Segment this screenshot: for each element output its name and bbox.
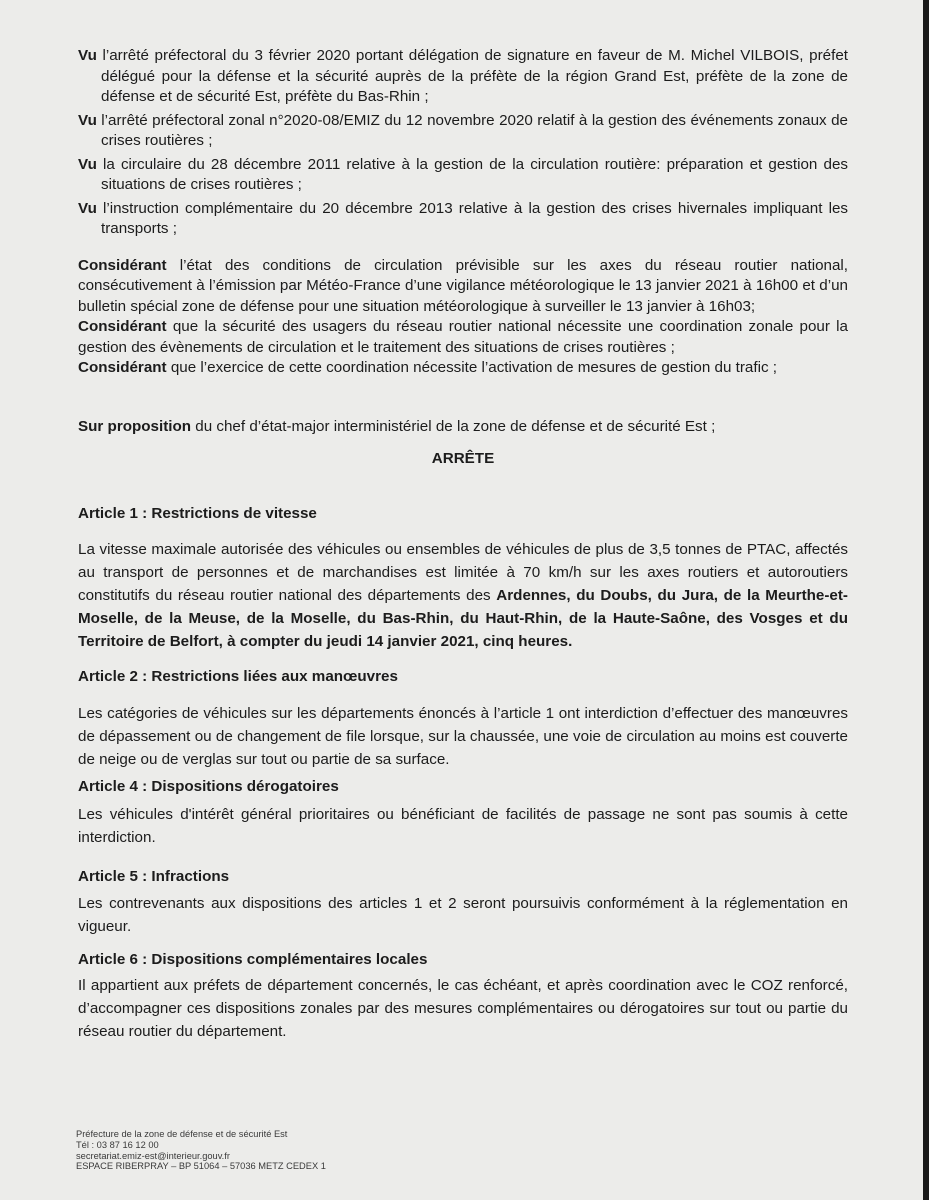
considerant-text: l’état des conditions de circulation prévisible sur les axes du réseau routier national, consécutivement à l’émission par Météo-France d’une vigilance météorologique le 13 janvier 2021 à 16h00 et d’un bulletin spécial zone de défense pour une situation météorologique à surveiller le 13 janvier à 16h03;	[78, 256, 848, 315]
vu-lead: Vu	[78, 199, 97, 217]
considerant-lead: Considérant	[78, 318, 167, 335]
vu-text: l’arrêté préfectoral du 3 février 2020 portant délégation de signature en faveur de M. Michel VILBOIS, préfet délégué pour la défense et la sécurité auprès de la préfète de la région Grand Est, préfète de la zone de défense et de sécurité Est, préfète du Bas-Rhin ;	[96, 47, 848, 105]
vu-paragraph	[78, 111, 848, 152]
considerant-lead: Considérant	[78, 256, 167, 274]
footer-email: secretariat.emiz-est@interieur.gouv.fr	[76, 1150, 230, 1161]
vu-text: la circulaire du 28 décembre 2011 relative à la gestion de la circulation routière: préparation et gestion des situations de crises routières ;	[96, 155, 848, 193]
considerant-paragraph	[78, 256, 848, 318]
considerant-paragraph	[78, 358, 848, 379]
arrete-heading: ARRÊTE	[431, 450, 495, 467]
article-1-title: Article 1 : Restrictions de vitesse	[78, 504, 317, 522]
vu-paragraph	[78, 46, 848, 108]
article-5-body: Les contrevenants aux dispositions des articles 1 et 2 seront poursuivis conformément à la réglementation en vigueur.	[78, 894, 848, 935]
proposition-lead: Sur proposition	[78, 417, 192, 435]
proposition-paragraph	[78, 417, 848, 438]
page-footer	[76, 1129, 326, 1172]
vu-paragraph	[78, 155, 848, 196]
considerant-text: que l’exercice de cette coordination nécessite l’activation de mesures de gestion du trafic ;	[166, 359, 777, 376]
vu-lead: Vu	[78, 155, 97, 173]
footer-address: ESPACE RIBERPRAY – BP 51064 – 57036 METZ CEDEX 1	[76, 1161, 326, 1172]
article-4-body: Les véhicules d'intérêt général prioritaires ou bénéficiant de facilités de passage ne sont pas soumis à cette interdiction.	[78, 806, 848, 846]
considerant-text: que la sécurité des usagers du réseau routier national nécessite une coordination zonale pour la gestion des évènements de circulation et le traitement des situations de crises routières ;	[78, 318, 848, 356]
footer-org: Préfecture de la zone de défense et de sécurité Est	[76, 1129, 288, 1139]
considerant-lead: Considérant	[78, 359, 167, 376]
document-body	[78, 46, 848, 1043]
article-6-body: Il appartient aux préfets de département concernés, le cas échéant, et après coordination avec le COZ renforcé, d’accompagner ces dispositions zonales par des mesures complémentaires ou dérogatoires sur tout ou partie du réseau routier du département.	[78, 977, 848, 1040]
vu-text: l’instruction complémentaire du 20 décembre 2013 relative à la gestion des crises hivernales impliquant les transports ;	[96, 199, 848, 237]
article-2-title: Article 2 : Restrictions liées aux manœuvres	[78, 668, 398, 685]
article-1-text: La vitesse maximale autorisée des véhicules ou ensembles de véhicules de plus de 3,5 tonnes de PTAC, affectés au transport de personnes et de marchandises est limitée à 70 km/h sur les axes routiers et autoroutiers constitutifs du réseau routier national des départements des	[78, 541, 848, 604]
article-4-title: Article 4 : Dispositions dérogatoires	[78, 777, 339, 795]
article-5-title: Article 5 : Infractions	[78, 868, 230, 885]
considerant-paragraph	[78, 317, 848, 358]
footer-phone: Tél : 03 87 16 12 00	[76, 1139, 159, 1150]
article-2-body: Les catégories de véhicules sur les départements énoncés à l’article 1 ont interdiction d’effectuer des manœuvres de dépassement ou de changement de file lorsque, sur la chaussée, une voie de circulation au moins est couverte de neige ou de verglas sur tout ou partie de sa surface.	[78, 704, 848, 768]
scan-edge	[923, 0, 929, 1200]
article-1-bold-text: Ardennes, du Doubs, du Jura, de la Meurthe-et-Moselle, de la Meuse, de la Moselle, du Bas-Rhin, du Haut-Rhin, de la Haute-Saône, des Vosges et du Territoire de Belfort, à compter du jeudi 14 janvier 2021, cinq heures.	[78, 587, 848, 650]
vu-lead: Vu	[78, 47, 97, 64]
vu-paragraph	[78, 199, 848, 240]
proposition-text: du chef d’état-major interministériel de la zone de défense et de sécurité Est ;	[191, 417, 716, 435]
considerant-block	[78, 256, 848, 379]
vu-lead: Vu	[78, 111, 97, 129]
article-6-title: Article 6 : Dispositions complémentaires locales	[78, 950, 428, 968]
article-1-body	[78, 538, 848, 653]
vu-text: l’arrêté préfectoral zonal n°2020-08/EMIZ du 12 novembre 2020 relatif à la gestion des événements zonaux de crises routières ;	[96, 111, 848, 149]
